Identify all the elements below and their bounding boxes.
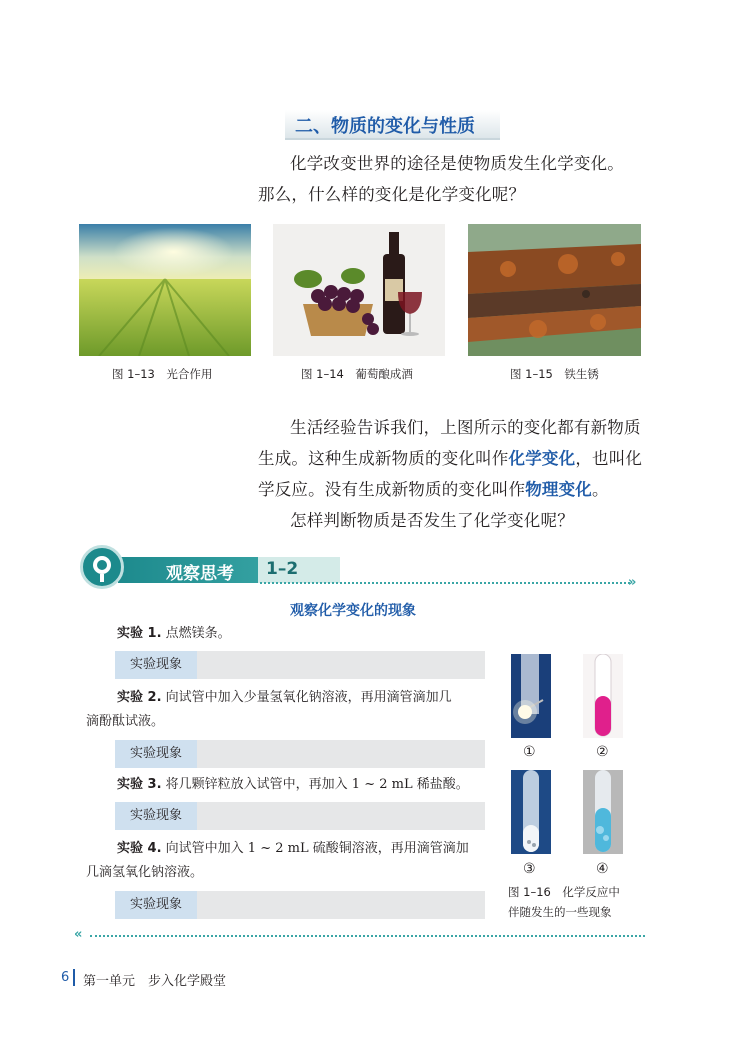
term-physical-change: 物理变化 bbox=[525, 480, 593, 499]
section-title-text: 二、物质的变化与性质 bbox=[295, 116, 475, 137]
phenomenon-row-2[interactable] bbox=[115, 740, 485, 768]
caption-fig-1-13: 图 1–13 光合作用 bbox=[112, 367, 213, 381]
experiment-2-cont: 滴酚酞试液。 bbox=[86, 714, 165, 729]
observe-number-box bbox=[258, 557, 340, 583]
observe-number: 1–2 bbox=[266, 559, 299, 579]
photo-grapes-wine bbox=[273, 224, 445, 356]
experiment-4-cont: 几滴氢氧化钠溶液。 bbox=[86, 865, 204, 880]
section-title bbox=[285, 106, 500, 142]
phenomenon-row-4[interactable] bbox=[115, 891, 485, 919]
para2-line-3: 学反应。没有生成新物质的变化叫作物理变化。 bbox=[258, 480, 609, 499]
phenomenon-label: 实验现象 bbox=[115, 802, 197, 830]
term-chemical-change: 化学变化 bbox=[508, 449, 576, 468]
phenomenon-label: 实验现象 bbox=[115, 891, 197, 919]
chevron-right-icon: » bbox=[628, 575, 637, 590]
experiment-4: 实验 4. 向试管中加入 1 ~ 2 mL 硫酸铜溶液，再用滴管滴加 bbox=[117, 841, 469, 856]
phenomenon-label: 实验现象 bbox=[115, 740, 197, 768]
photo-wheat-field bbox=[79, 224, 251, 356]
experiment-2: 实验 2. 向试管中加入少量氢氧化钠溶液，再用滴管滴加几 bbox=[117, 690, 452, 705]
photo-magnesium-burning bbox=[511, 654, 551, 738]
photo-phenolphthalein-tube bbox=[583, 654, 623, 738]
para2-line-1: 生活经验告诉我们，上图所示的变化都有新物质 bbox=[290, 418, 641, 437]
experiment-3: 实验 3. 将几颗锌粒放入试管中，再加入 1 ~ 2 mL 稀盐酸。 bbox=[117, 777, 469, 792]
photo-zinc-tube bbox=[511, 770, 551, 854]
chevron-left-icon: « bbox=[74, 927, 83, 942]
tube-label-1: ① bbox=[523, 744, 536, 760]
caption-fig-1-16-line-2: 伴随发生的一些现象 bbox=[508, 905, 612, 919]
photo-rusty-iron bbox=[468, 224, 641, 356]
footer-divider bbox=[73, 969, 75, 986]
magnifier-icon bbox=[80, 545, 124, 589]
tube-label-2: ② bbox=[596, 744, 609, 760]
caption-fig-1-15: 图 1–15 铁生锈 bbox=[510, 367, 599, 381]
caption-fig-1-16-line-1: 图 1–16 化学反应中 bbox=[508, 885, 620, 899]
photo-copper-hydroxide-tube bbox=[583, 770, 623, 854]
para2-line-4: 怎样判断物质是否发生了化学变化呢？ bbox=[290, 511, 574, 530]
page-number: 6 bbox=[61, 970, 70, 985]
tube-label-4: ④ bbox=[596, 861, 609, 877]
phenomenon-row-1[interactable] bbox=[115, 651, 485, 679]
intro-line-2: 那么，什么样的变化是化学变化呢？ bbox=[258, 185, 526, 204]
phenomenon-label: 实验现象 bbox=[115, 651, 197, 679]
divider-bottom bbox=[90, 935, 645, 937]
observe-title: 观察化学变化的现象 bbox=[290, 603, 416, 619]
divider-top bbox=[260, 582, 630, 584]
observe-label: 观察思考 bbox=[166, 564, 234, 584]
footer-unit-title: 第一单元 步入化学殿堂 bbox=[83, 974, 227, 989]
para2-line-2: 生成。这种生成新物质的变化叫作化学变化，也叫化 bbox=[258, 449, 643, 468]
phenomenon-row-3[interactable] bbox=[115, 802, 485, 830]
experiment-1: 实验 1. 点燃镁条。 bbox=[117, 626, 231, 641]
intro-line-1: 化学改变世界的途径是使物质发生化学变化。 bbox=[290, 154, 624, 173]
tube-label-3: ③ bbox=[523, 861, 536, 877]
caption-fig-1-14: 图 1–14 葡萄酿成酒 bbox=[301, 367, 413, 381]
